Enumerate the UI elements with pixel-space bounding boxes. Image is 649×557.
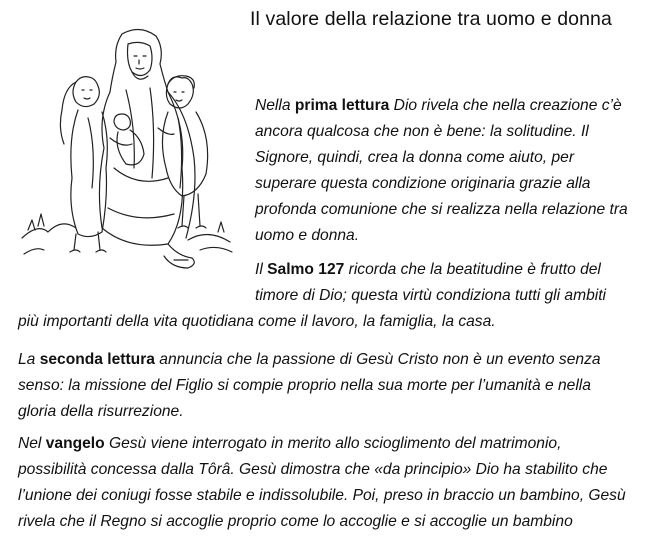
vangelo-label: vangelo: [45, 435, 105, 452]
line: senso: la missione del Figlio si compie proprio nella sua morte per l’umanità e nella: [18, 377, 591, 394]
text: Il: [255, 261, 268, 278]
line: possibilità concessa dalla Tôrâ. Gesù dimostra che «da principio» Dio ha stabilito che: [18, 461, 608, 478]
salmo-label: Salmo 127: [267, 261, 345, 278]
prima-lettura-label: prima lettura: [294, 97, 390, 114]
page-title: Il valore della relazione tra uomo e donna: [250, 8, 612, 30]
text: Gesù viene interrogato in merito allo scioglimento del matrimonio,: [104, 435, 562, 452]
text: Dio rivela che nella creazione c’è: [389, 97, 622, 114]
jesus-with-children-illustration: [18, 18, 240, 280]
line: profonda comunione che si realizza nella relazione tra: [255, 201, 628, 218]
line: [18, 347, 638, 373]
line: [255, 93, 643, 119]
vangelo-paragraph: [18, 431, 638, 535]
line: rivela che il Regno si accoglie proprio come lo accoglie e si accoglie un bambino: [18, 513, 573, 530]
line: uomo e donna.: [255, 227, 360, 244]
line: [255, 257, 643, 283]
line: gloria della risurrezione.: [18, 403, 184, 420]
text: annuncia che la passione di Gesù Cristo non è un evento senza: [154, 351, 601, 368]
seconda-lettura-paragraph: [18, 347, 638, 425]
line: Signore, quindi, crea la donna come aiuto, per: [255, 149, 575, 166]
salmo-paragraph-bottom: [18, 309, 638, 335]
text: Nella: [255, 97, 295, 114]
text: Nel: [18, 435, 46, 452]
line: più importanti della vita quotidiana come il lavoro, la famiglia, la casa.: [18, 313, 496, 330]
salmo-paragraph-top: [255, 257, 643, 309]
line: l’unione dei coniugi fosse stabile e indissolubile. Poi, preso in braccio un bambino, Gesù: [18, 487, 626, 504]
text: La: [18, 351, 40, 368]
seconda-lettura-label: seconda lettura: [39, 351, 155, 368]
prima-lettura-paragraph: [255, 93, 643, 249]
line: ancora qualcosa che non è bene: la solitudine. Il: [255, 123, 589, 140]
line: superare questa condizione originaria grazie alla: [255, 175, 591, 192]
line: [18, 431, 638, 457]
text: ricorda che la beatitudine è frutto del: [344, 261, 601, 278]
line: timore di Dio; questa virtù condiziona tutti gli ambiti: [255, 287, 607, 304]
